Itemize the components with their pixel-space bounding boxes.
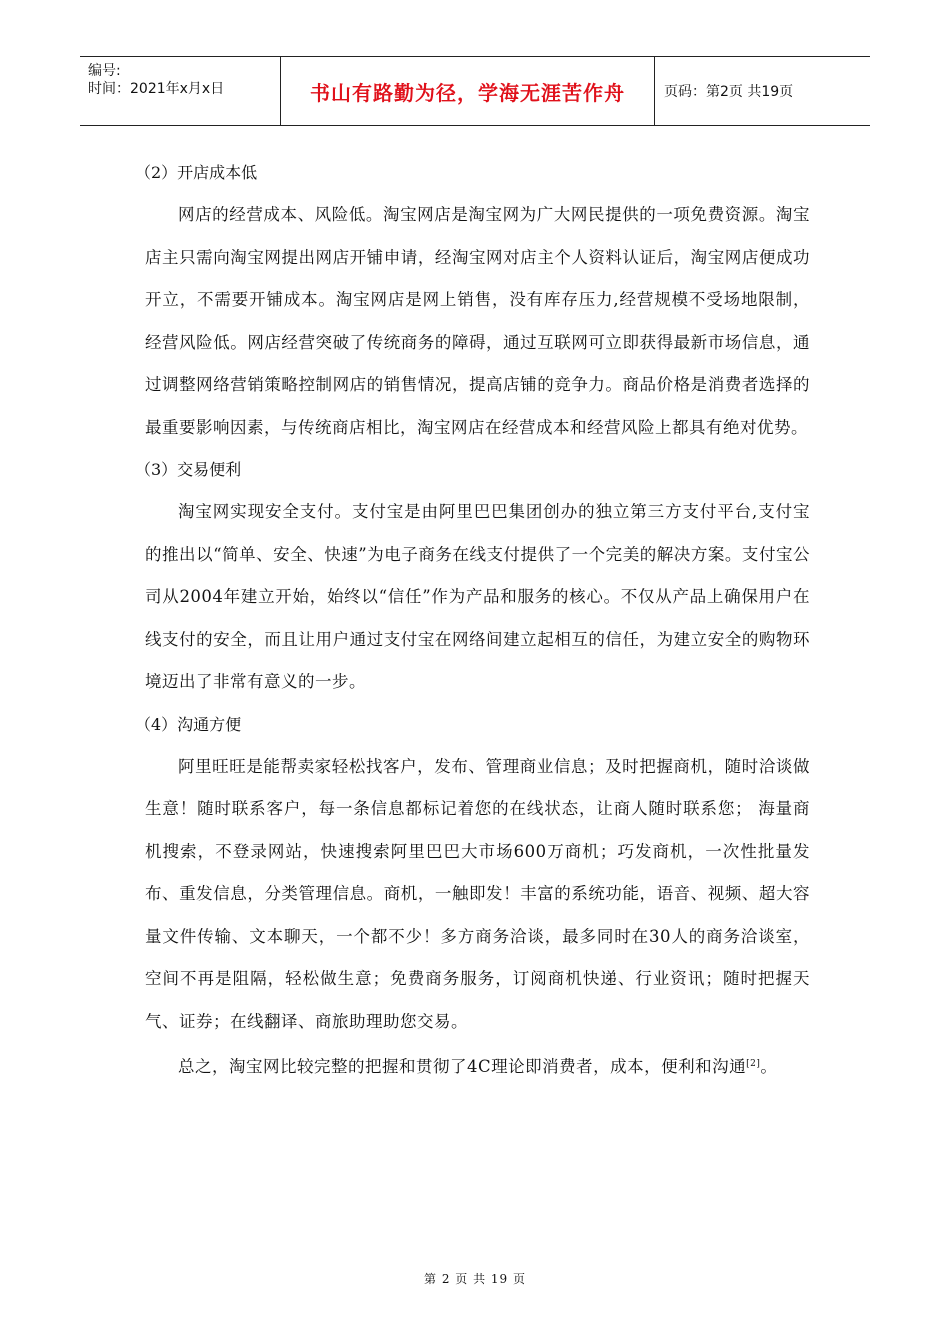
conclusion-end: 。 (760, 1057, 778, 1076)
paragraph-communication: 阿里旺旺是能帮卖家轻松找客户，发布、管理商业信息；及时把握商机，随时洽谈做生意！随时联系客户，每一条信息都标记着您的在线状态，让商人随时联系您； 海量商机搜索，不登录网站，快速搜索阿里巴巴大市场600万商机；巧发商机，一次性批量发布、重发信息，分类管理信息。商机，一触即发！丰富的系统功能，语音、视频、超大容量文件传输、文本聊天，一个都不少！多方商务洽谈，最多同时在30人的商务洽谈室，空间不再是阻隔，轻松做生意；免费商务服务，订阅商机快递、行业资讯；随时把握天气、证券；在线翻译、商旅助理助您交易。 (145, 756, 810, 1031)
section-heading-transaction: （3）交易便利 (135, 460, 242, 479)
header-motto: 书山有路勤为径，学海无涯苦作舟 (281, 57, 655, 125)
serial-number-label: 编号: (88, 63, 121, 79)
citation-ref[interactable]: [2] (746, 1059, 761, 1069)
paragraph-cost: 网店的经营成本、风险低。淘宝网店是淘宝网为广大网民提供的一项免费资源。淘宝店主只需向淘宝网提出网店开铺申请，经淘宝网对店主个人资料认证后，淘宝网店便成功开立，不需要开铺成本。淘宝网店是网上销售，没有库存压力,经营规模不受场地限制，经营风险低。网店经营突破了传统商务的障碍，通过互联网可立即获得最新市场信息，通过调整网络营销策略控制网店的销售情况，提高店铺的竞争力。商品价格是消费者选择的最重要影响因素，与传统商店相比，淘宝网店在经营成本和经营风险上都具有绝对优势。 (145, 205, 810, 437)
paragraph-transaction: 淘宝网实现安全支付。支付宝是由阿里巴巴集团创办的独立第三方支付平台,支付宝的推出以“简单、安全、快速”为电子商务在线支付提供了一个完美的解决方案。支付宝公司从2004年建立开始，始终以“信任”作为产品和服务的核心。不仅从产品上确保用户在线支付的安全，而且让用户通过支付宝在网络间建立起相互的信任，为建立安全的购物环境迈出了非常有意义的一步。 (145, 502, 810, 691)
date-label: 时间：2021年x月x日 (88, 81, 225, 97)
paragraph-conclusion (145, 1043, 810, 1089)
section-heading-cost: （2）开店成本低 (135, 163, 258, 182)
page-header (80, 56, 870, 126)
header-page-info: 页码：第2页 共19页 (664, 84, 794, 100)
page-footer: 第 2 页 共 19 页 (424, 1272, 526, 1286)
section-heading-communication: （4）沟通方便 (135, 714, 242, 734)
document-body (135, 152, 810, 1089)
conclusion-text: 总之，淘宝网比较完整的把握和贯彻了4C理论即消费者，成本，便利和沟通 (178, 1057, 747, 1076)
header-meta-cell (80, 57, 281, 125)
